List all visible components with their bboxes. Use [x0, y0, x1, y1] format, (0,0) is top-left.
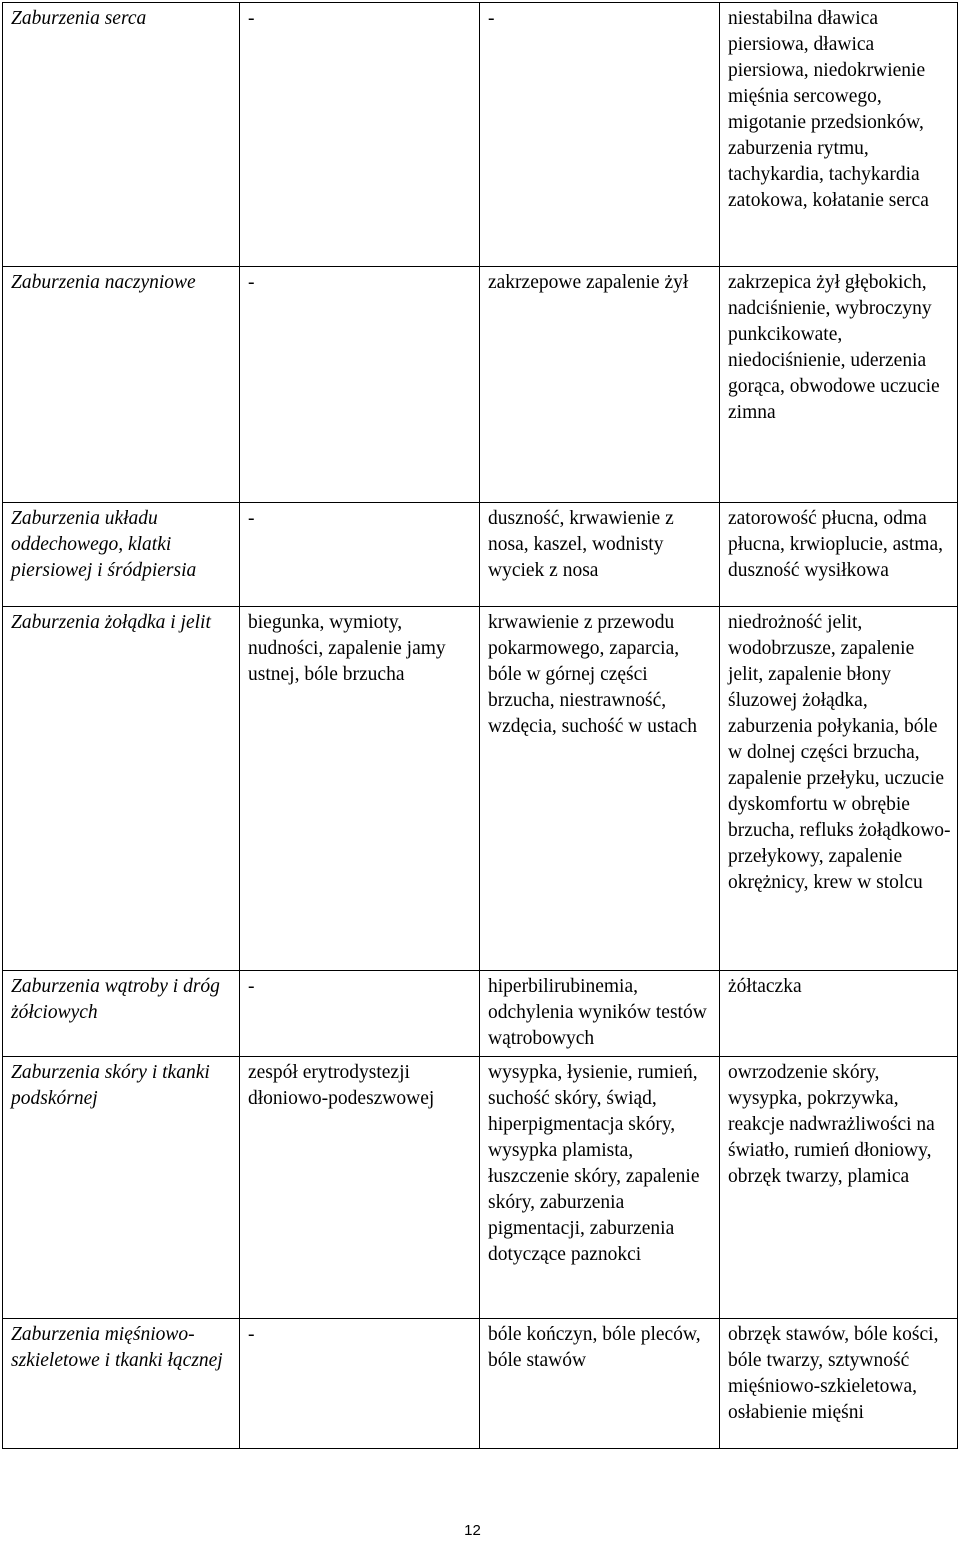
frequency-cell: hiperbilirubinemia, odchylenia wyników testów wątrobowych — [480, 971, 720, 1057]
frequency-cell: - — [240, 971, 480, 1057]
frequency-cell: duszność, krwawienie z nosa, kaszel, wodnisty wyciek z nosa — [480, 503, 720, 607]
organ-class-cell: Zaburzenia żołądka i jelit — [3, 607, 240, 971]
frequency-cell: zatorowość płucna, odma płucna, krwioplucie, astma, duszność wysiłkowa — [720, 503, 958, 607]
frequency-cell: obrzęk stawów, bóle kości, bóle twarzy, sztywność mięśniowo-szkieletowa, osłabienie mięśni — [720, 1319, 958, 1449]
frequency-cell: - — [480, 3, 720, 267]
frequency-cell: - — [240, 3, 480, 267]
organ-class-cell: Zaburzenia serca — [3, 3, 240, 267]
frequency-cell: zespół erytrodystezji dłoniowo-podeszwowej — [240, 1057, 480, 1319]
adverse-events-table — [2, 2, 958, 1449]
frequency-cell: owrzodzenie skóry, wysypka, pokrzywka, reakcje nadwrażliwości na światło, rumień dłoniowy, obrzęk twarzy, plamica — [720, 1057, 958, 1319]
frequency-cell: - — [240, 267, 480, 503]
frequency-cell: krwawienie z przewodu pokarmowego, zaparcia, bóle w górnej części brzucha, niestrawność, wzdęcia, suchość w ustach — [480, 607, 720, 971]
frequency-cell: - — [240, 503, 480, 607]
frequency-cell: wysypka, łysienie, rumień, suchość skóry, świąd, hiperpigmentacja skóry, wysypka plamista, łuszczenie skóry, zapalenie skóry, zaburzenia pigmentacji, zaburzenia dotyczące paznokci — [480, 1057, 720, 1319]
organ-class-cell: Zaburzenia układu oddechowego, klatki piersiowej i śródpiersia — [3, 503, 240, 607]
frequency-cell: bóle kończyn, bóle pleców, bóle stawów — [480, 1319, 720, 1449]
frequency-cell: zakrzepica żył głębokich, nadciśnienie, wybroczyny punkcikowate, niedociśnienie, uderzenia gorąca, obwodowe uczucie zimna — [720, 267, 958, 503]
table-row — [3, 1319, 958, 1449]
frequency-cell: zakrzepowe zapalenie żył — [480, 267, 720, 503]
frequency-cell: niedrożność jelit, wodobrzusze, zapalenie jelit, zapalenie błony śluzowej żołądka, zaburzenia połykania, bóle w dolnej części brzucha, zapalenie przełyku, uczucie dyskomfortu w obrębie brzucha, refluks żołądkowo-przełykowy, zapalenie okrężnicy, krew w stolcu — [720, 607, 958, 971]
table-row — [3, 267, 958, 503]
frequency-cell: żółtaczka — [720, 971, 958, 1057]
table-row — [3, 1057, 958, 1319]
organ-class-cell: Zaburzenia naczyniowe — [3, 267, 240, 503]
table-row — [3, 971, 958, 1057]
frequency-cell: niestabilna dławica piersiowa, dławica piersiowa, niedokrwienie mięśnia sercowego, migotanie przedsionków, zaburzenia rytmu, tachykardia, tachykardia zatokowa, kołatanie serca — [720, 3, 958, 267]
organ-class-cell: Zaburzenia mięśniowo-szkieletowe i tkanki łącznej — [3, 1319, 240, 1449]
organ-class-cell: Zaburzenia skóry i tkanki podskórnej — [3, 1057, 240, 1319]
frequency-cell: biegunka, wymioty, nudności, zapalenie jamy ustnej, bóle brzucha — [240, 607, 480, 971]
table-row — [3, 3, 958, 267]
organ-class-cell: Zaburzenia wątroby i dróg żółciowych — [3, 971, 240, 1057]
frequency-cell: - — [240, 1319, 480, 1449]
table-row — [3, 503, 958, 607]
page-number: 12 — [464, 1522, 481, 1539]
table-row — [3, 607, 958, 971]
